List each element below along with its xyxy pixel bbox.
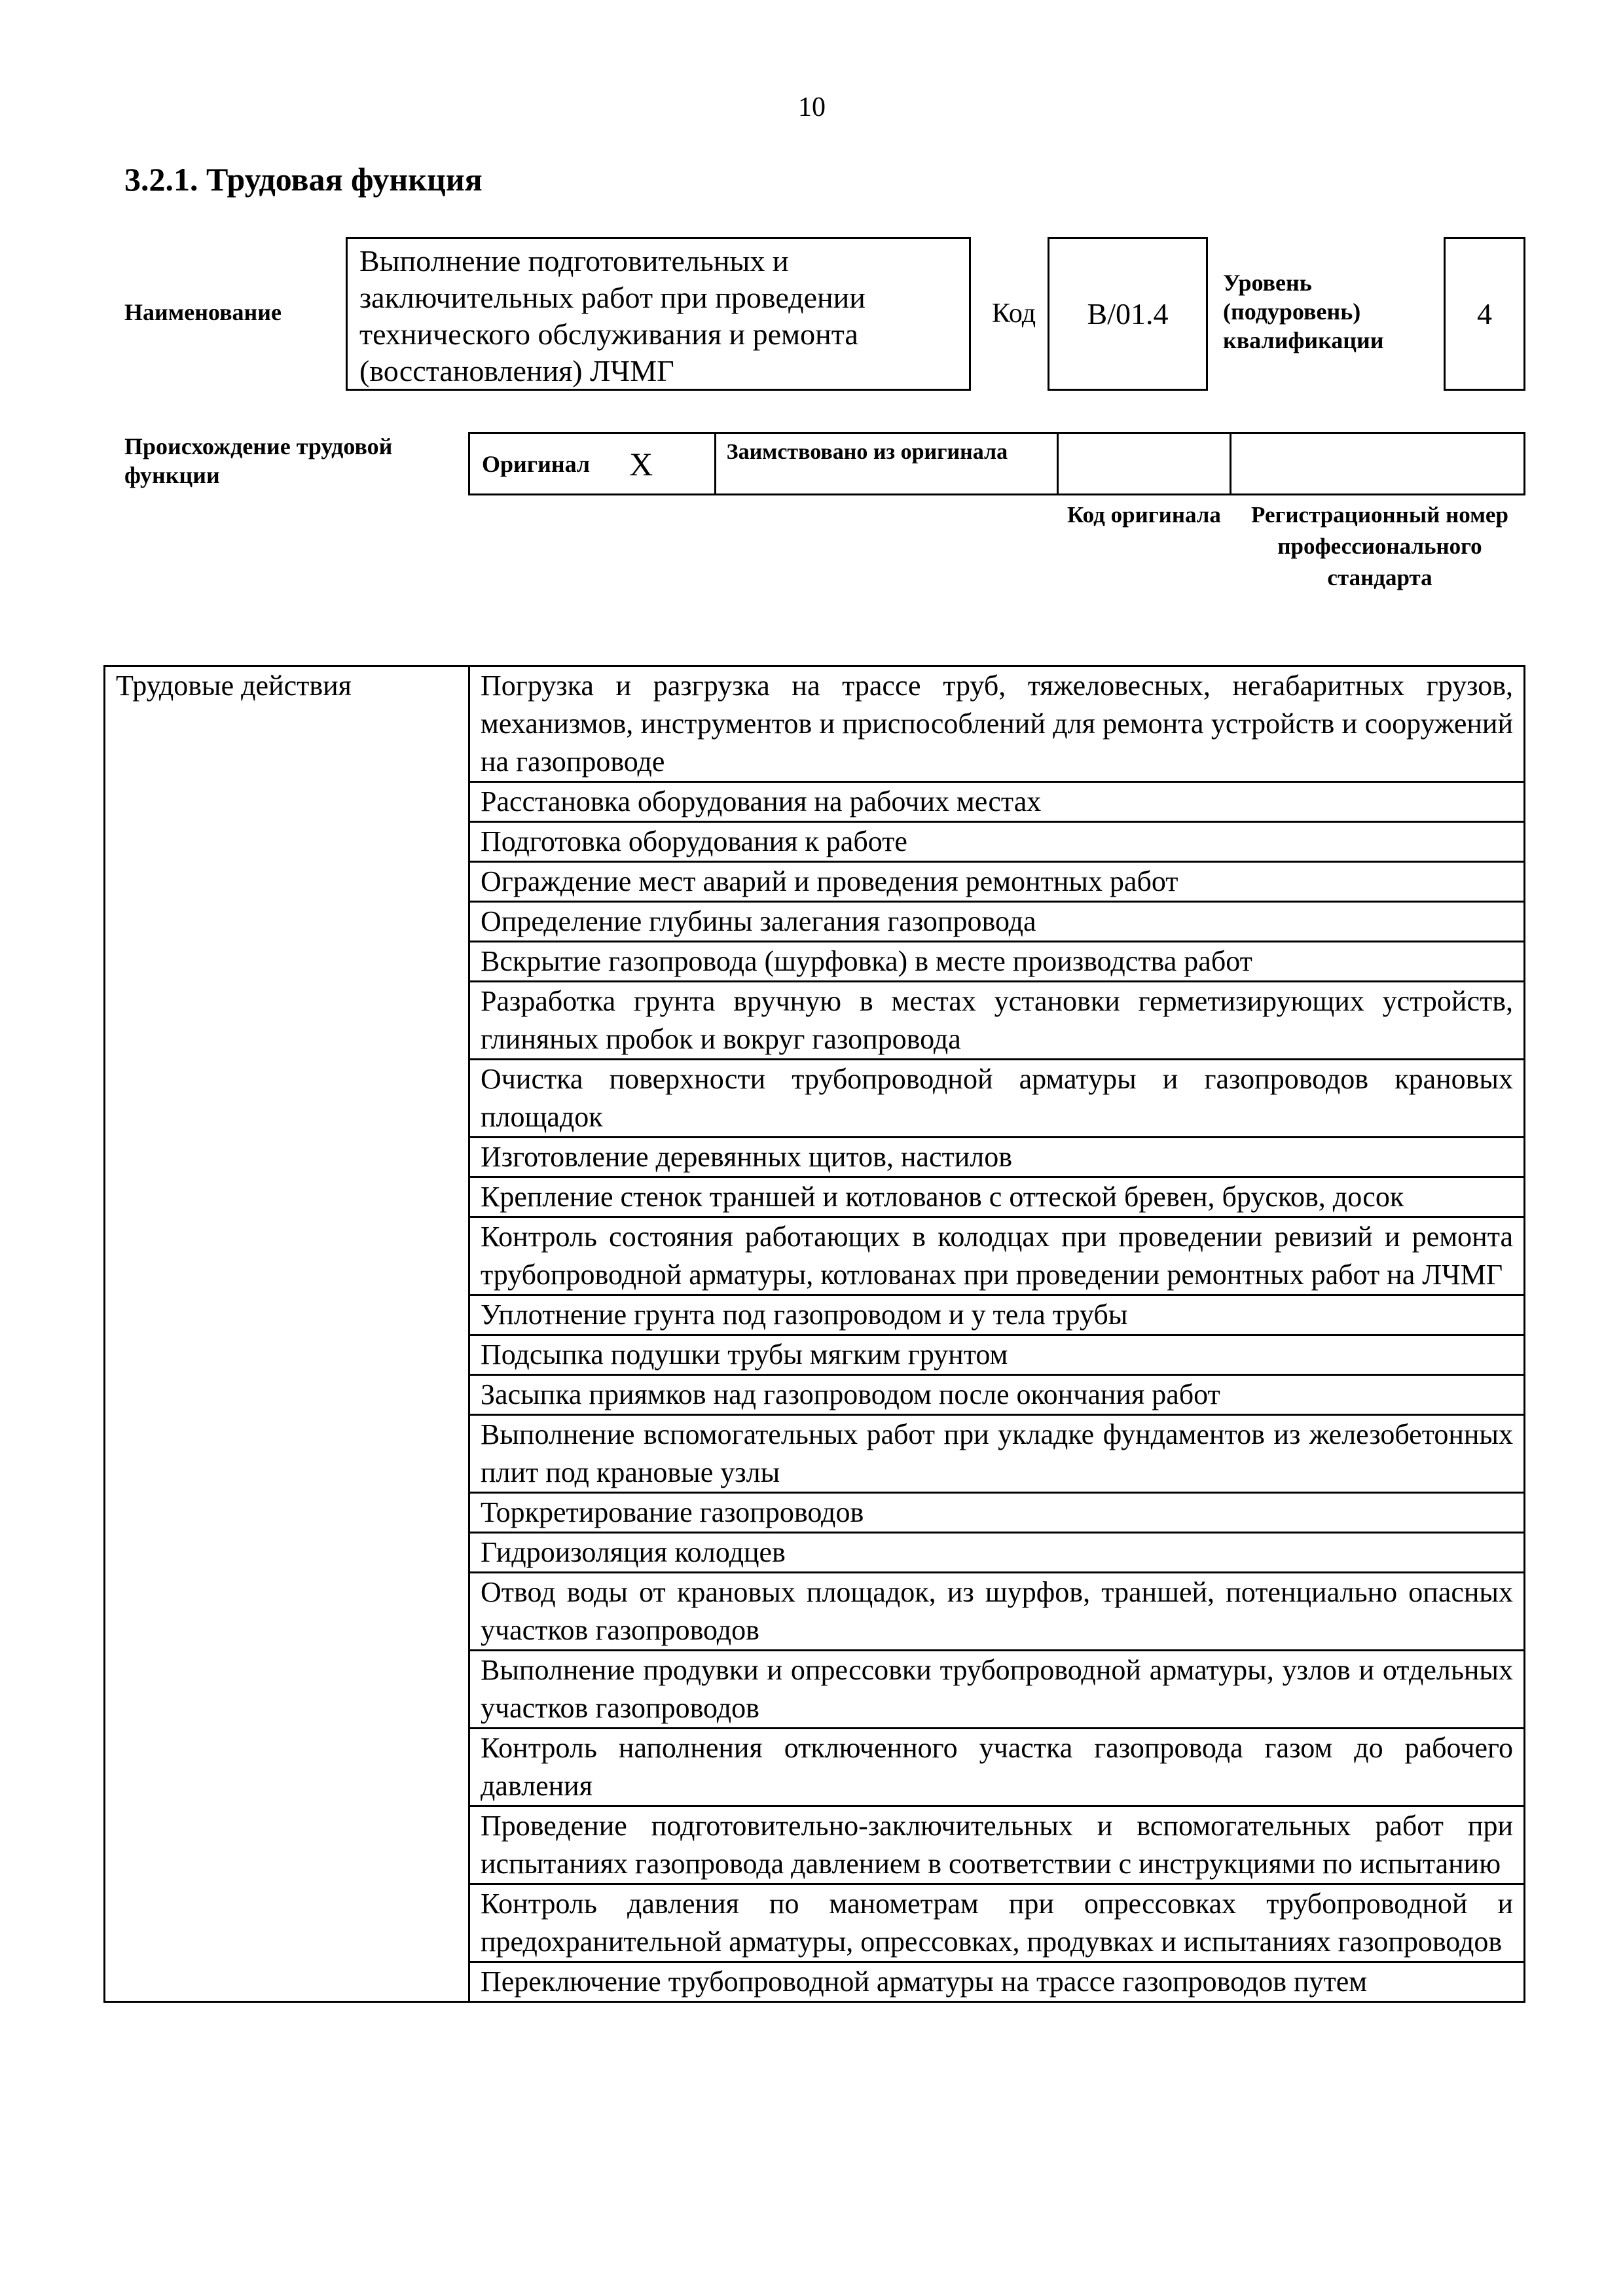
labor-action-item: Контроль состояния работающих в колодцах при проведении ревизий и ремонта трубопроводной арматуры, котлованах при проведении ремонтных работ на ЛЧМГ bbox=[469, 1217, 1525, 1295]
labor-action-item: Уплотнение грунта под газопроводом и у тела трубы bbox=[469, 1295, 1525, 1335]
labor-action-item: Переключение трубопроводной арматуры на трассе газопроводов путем bbox=[469, 1962, 1525, 2002]
labor-actions-heading: Трудовые действия bbox=[105, 666, 469, 2002]
labor-action-item: Разработка грунта вручную в местах установки герметизирующих устройств, глиняных пробок и вокруг газопровода bbox=[469, 982, 1525, 1060]
labor-action-item: Проведение подготовительно-заключительных и вспомогательных работ при испытаниях газопровода давлением в соответствии с инструкциями по испытанию bbox=[469, 1806, 1525, 1884]
labor-action-item: Выполнение продувки и опрессовки трубопроводной арматуры, узлов и отдельных участков газопроводов bbox=[469, 1651, 1525, 1729]
page-number: 10 bbox=[798, 92, 826, 122]
labor-action-item: Вскрытие газопровода (шурфовка) в месте производства работ bbox=[469, 942, 1525, 982]
labor-action-item: Подготовка оборудования к работе bbox=[469, 822, 1525, 862]
labor-action-item: Подсыпка подушки трубы мягким грунтом bbox=[469, 1335, 1525, 1375]
function-name-box: Выполнение подготовительных и заключительных работ при проведении технического обслуживания и ремонта (восстановления) ЛЧМГ bbox=[346, 237, 971, 391]
labor-action-item: Расстановка оборудования на рабочих местах bbox=[469, 782, 1525, 822]
labor-action-item: Определение глубины залегания газопровода bbox=[469, 902, 1525, 942]
code-label: Код bbox=[992, 298, 1036, 329]
original-code-cell bbox=[1059, 434, 1231, 493]
labor-action-item: Ограждение мест аварий и проведения ремонтных работ bbox=[469, 862, 1525, 902]
name-label: Наименование bbox=[124, 299, 282, 325]
origin-table bbox=[468, 432, 1525, 495]
labor-action-item: Контроль наполнения отключенного участка газопровода газом до рабочего давления bbox=[469, 1729, 1525, 1806]
labor-action-item: Торкретирование газопроводов bbox=[469, 1493, 1525, 1533]
reg-number-cell bbox=[1231, 434, 1523, 493]
origin-label: Происхождение трудовой функции bbox=[124, 433, 393, 488]
original-label: Оригинал bbox=[482, 450, 591, 477]
section-title: 3.2.1. Трудовая функция bbox=[124, 161, 483, 198]
level-box: 4 bbox=[1444, 237, 1525, 391]
labor-action-item: Гидроизоляция колодцев bbox=[469, 1533, 1525, 1573]
table-row bbox=[105, 666, 1525, 782]
labor-action-item: Выполнение вспомогательных работ при укладке фундаментов из железобетонных плит под крановые узлы bbox=[469, 1415, 1525, 1493]
borrowed-cell: Заимствовано из оригинала bbox=[716, 434, 1059, 493]
original-cell bbox=[470, 434, 716, 493]
labor-action-item: Отвод воды от крановых площадок, из шурфов, траншей, потенциально опасных участков газопроводов bbox=[469, 1573, 1525, 1651]
labor-action-item: Засыпка приямков над газопроводом после окончания работ bbox=[469, 1375, 1525, 1415]
level-label: Уровень (подуровень) квалификации bbox=[1223, 270, 1384, 353]
labor-action-item: Контроль давления по манометрам при опрессовках трубопроводной и предохранительной арматуры, опрессовках, продувках и испытаниях газопроводов bbox=[469, 1884, 1525, 1962]
labor-actions-body bbox=[105, 666, 1525, 2002]
code-caption: Код оригинала bbox=[1067, 502, 1221, 528]
labor-actions-table bbox=[103, 665, 1525, 2003]
labor-action-item: Погрузка и разгрузка на трассе труб, тяжеловесных, негабаритных грузов, механизмов, инструментов и приспособлений для ремонта устройств и сооружений на газопроводе bbox=[469, 666, 1525, 782]
original-mark: X bbox=[629, 445, 653, 482]
labor-action-item: Очистка поверхности трубопроводной арматуры и газопроводов крановых площадок bbox=[469, 1060, 1525, 1138]
labor-action-item: Изготовление деревянных щитов, настилов bbox=[469, 1138, 1525, 1177]
function-code-box: B/01.4 bbox=[1048, 237, 1208, 391]
labor-action-item: Крепление стенок траншей и котлованов с оттеской бревен, брусков, досок bbox=[469, 1177, 1525, 1217]
reg-caption: Регистрационный номер профессионального стандарта bbox=[1251, 502, 1508, 590]
